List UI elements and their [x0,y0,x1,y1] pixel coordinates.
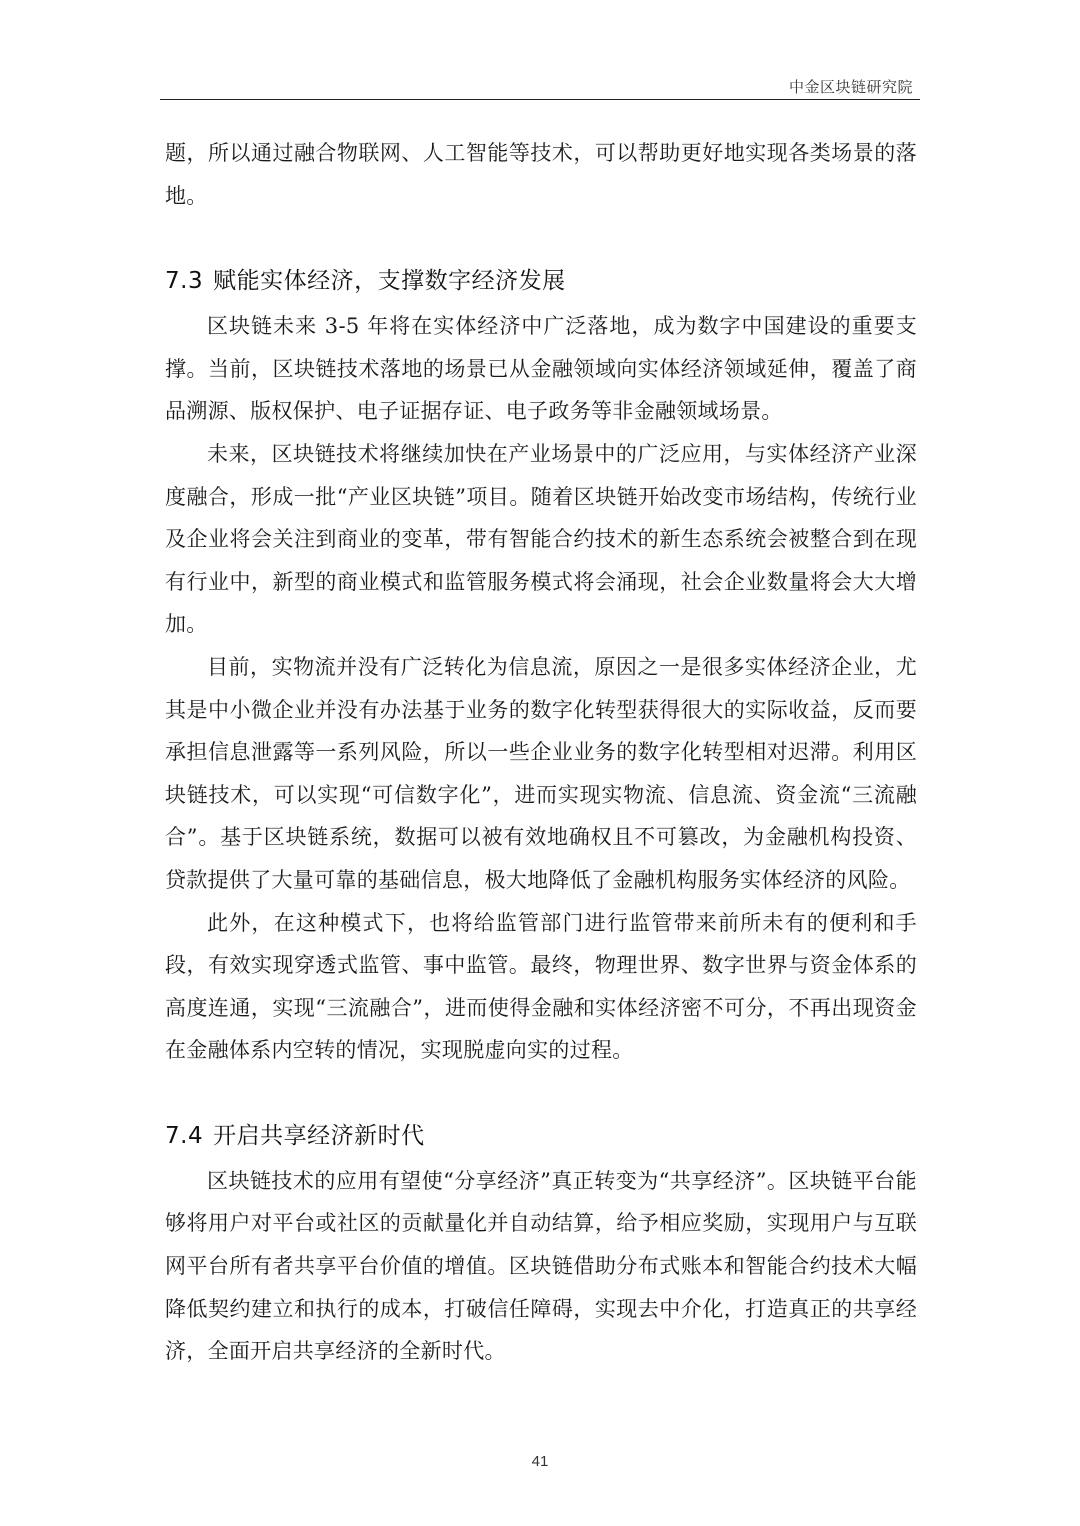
section-heading-7-4 [165,1116,917,1156]
section-number: 7.4 [165,1122,204,1149]
paragraph: 区块链未来 3-5 年将在实体经济中广泛落地，成为数字中国建设的重要支撑。当前，区块链技术落地的场景已从金融领域向实体经济领域延伸，覆盖了商品溯源、版权保护、电子证据存证、电子政务等非金融领域场景。 [165,314,917,424]
section-title: 开启共享经济新时代 [213,1122,425,1149]
paragraph: 目前，实物流并没有广泛转化为信息流，原因之一是很多实体经济企业，尤其是中小微企业并没有办法基于业务的数字化转型获得很大的实际收益，反而要承担信息泄露等一系列风险，所以一些企业业务的数字化转型相对迟滞。利用区块链技术，可以实现“可信数字化”，进而实现实物流、信息流、资金流“三流融合”。基于区块链系统，数据可以被有效地确权且不可篡改，为金融机构投资、贷款提供了大量可靠的基础信息，极大地降低了金融机构服务实体经济的风险。 [165,654,917,892]
running-header: 中金区块链研究院 [788,78,913,96]
section-title: 赋能实体经济，支撑数字经济发展 [213,268,566,295]
header-rule [160,99,920,100]
continuation-paragraph: 题，所以通过融合物联网、人工智能等技术，可以帮助更好地实现各类场景的落地。 [165,141,917,208]
page-number: 41 [531,1453,549,1470]
paragraph: 未来，区块链技术将继续加快在产业场景中的广泛应用，与实体经济产业深度融合，形成一批“产业区块链”项目。随着区块链开始改变市场结构，传统行业及企业将会关注到商业的变革，带有智能合约技术的新生态系统会被整合到在现有行业中，新型的商业模式和监管服务模式将会涌现，社会企业数量将会大大增加。 [165,441,917,637]
section-heading-7-3 [165,261,917,301]
paragraph: 区块链技术的应用有望使“分享经济”真正转变为“共享经济”。区块链平台能够将用户对平台或社区的贡献量化并自动结算，给予相应奖励，实现用户与互联网平台所有者共享平台价值的增值。区块链借助分布式账本和智能合约技术大幅降低契约建立和执行的成本，打破信任障碍，实现去中介化，打造真正的共享经济，全面开启共享经济的全新时代。 [165,1168,917,1364]
section-number: 7.3 [165,268,204,295]
page-body [165,132,917,1373]
paragraph: 此外，在这种模式下，也将给监管部门进行监管带来前所未有的便利和手段，有效实现穿透式监管、事中监管。最终，物理世界、数字世界与资金体系的高度连通，实现“三流融合”，进而使得金融和实体经济密不可分，不再出现资金在金融体系内空转的情况，实现脱虚向实的过程。 [165,910,917,1063]
